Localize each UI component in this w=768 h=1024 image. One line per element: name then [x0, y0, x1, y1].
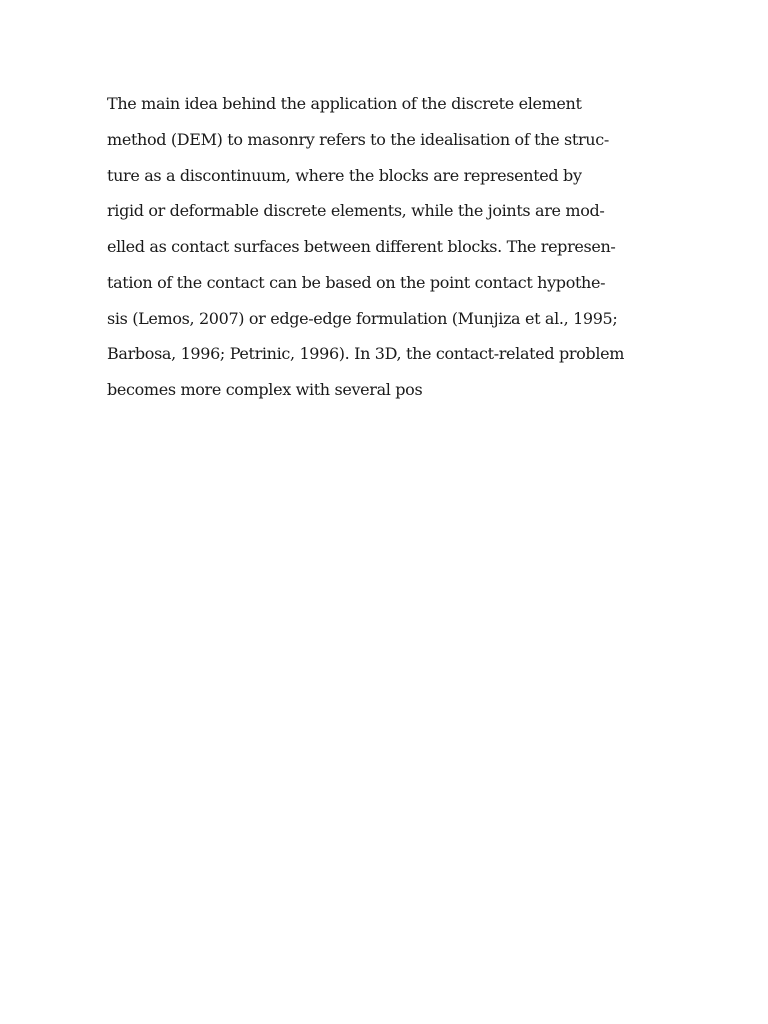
paragraph-line: tation of the contact can be based on the point contact hypothe- [107, 272, 606, 292]
paragraph-line: The main idea behind the application of the discrete element [107, 94, 582, 113]
paragraph-line: ture as a discontinuum, where the blocks are represented by [107, 165, 582, 185]
paragraph-line: method (DEM) to masonry refers to the idealisation of the struc- [107, 129, 609, 149]
paragraph-line: sis (Lemos, 2007) or edge-edge formulation (Munjiza et al., 1995; [107, 308, 618, 328]
body-paragraph [107, 86, 627, 408]
paragraph-line: elled as contact surfaces between different blocks. The represen- [107, 237, 616, 256]
paragraph-line: Barbosa, 1996; Petrinic, 1996). In 3D, the contact-related problem [107, 344, 625, 364]
paragraph-line: becomes more complex with several pos [107, 380, 423, 399]
paragraph-line: rigid or deformable discrete elements, while the joints are mod- [107, 201, 605, 221]
